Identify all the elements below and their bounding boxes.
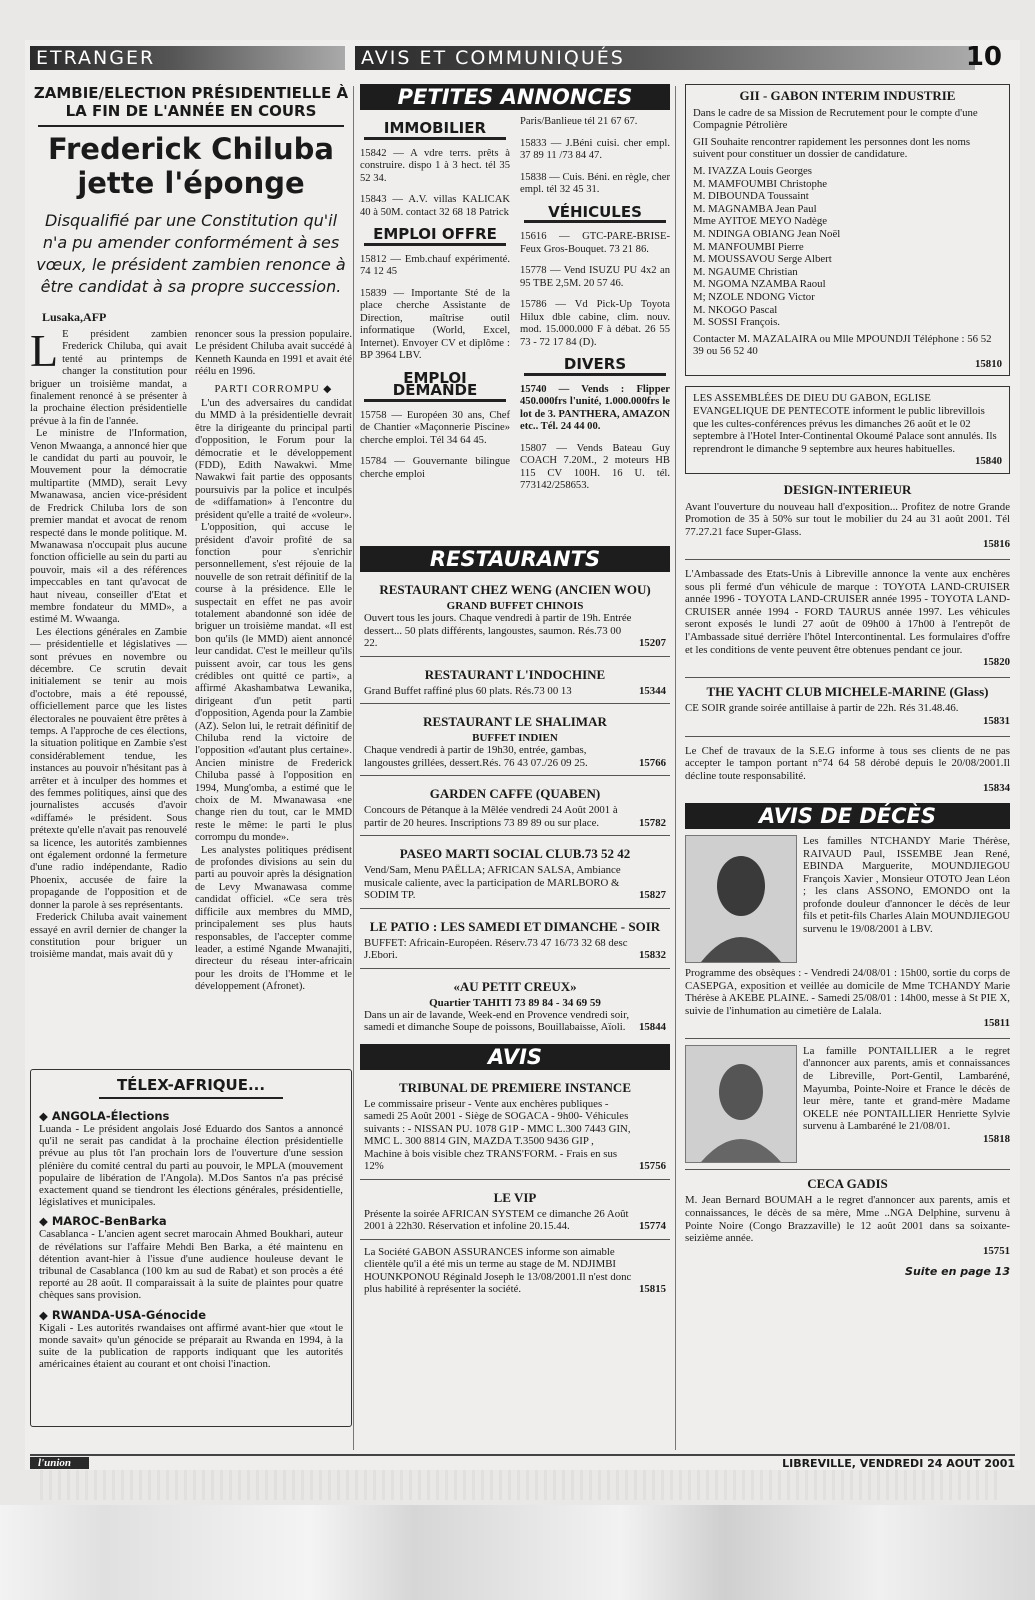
article-kicker-2: LA FIN DE L'ANNÉE EN COURS [65,102,317,120]
classified-ad: 15778 — Vend ISUZU PU 4x2 an 95 TBE 2,5M. 20 57 46. [520,265,670,289]
gii-contact: Contacter M. MAZALAIRA ou Mlle MPOUNDJI Téléphone : 56 52 39 ou 56 52 40 [693,332,992,358]
ad-reference: 15344 [639,684,666,697]
continued-link[interactable]: Suite en page 13 [905,1265,1010,1279]
avis-band: AVIS [360,1044,670,1070]
article-kicker: ZAMBIE/ELECTION PRÉSIDENTIELLE À [33,84,349,102]
classified-ad: 15843 — A.V. villas KALICAK 40 à 50M. contact 32 68 18 Patrick [360,194,510,218]
restaurant-body [360,612,670,650]
ad-reference: 15834 [983,782,1010,795]
ceca-title: CECA GADIS [807,1175,888,1191]
deces-notice [685,1045,1010,1163]
deces-text: Les familles NTCHANDY Marie Thérèse, RAIVAUD Paul, ISSEMBE Jean René, EBINDA Marguerite, MOUNDJIEGOU François Xavier , Monsieur OTOTO Jean Léon ; les clans ASSONO, EMONDO ont la profonde douleur d'annoncer le décès de leur fils et petit-fils Charles Alain MOUNDJIEGOU survenu le 19/08/2001 à LBV. [803,834,1010,936]
article-paragraph: Frederick Chiluba avait vainement essayé en avril dernier de changer la constitution pour briguer un troisième mandat, mais avait dû y [30,912,187,961]
ad-reference: 15751 [983,1244,1010,1257]
restaurant-text: Dans un air de lavande, Week-end en Provence vendredi soir, samedi et dimanche Soupe de poissons, Bouillabaisse, Aïoli. [364,1008,630,1033]
restaurant-subtitle: BUFFET INDIEN [472,732,558,744]
classified-ad: 15812 — Emb.chauf expérimenté. 74 12 45 [360,253,510,277]
avis-title: TRIBUNAL DE PREMIERE INSTANCE [399,1079,631,1095]
article-byline: Lusaka,AFP [42,310,107,324]
article-col-a [30,329,187,1059]
ad-reference: 15827 [639,889,666,901]
restaurant-subtitle: Quartier TAHITI 73 89 84 - 34 69 59 [429,996,601,1009]
classified-ad: 15616 — GTC-PARE-BRISE-Feux Gros-Bouquet. 73 21 86. [520,231,670,255]
divider [360,656,670,657]
divider [360,1179,670,1180]
ambassade-ad [685,568,1010,669]
list-item: M. NDINGA OBIANG Jean Noël [693,227,841,240]
restaurant-name: RESTAURANT LE SHALIMAR [423,714,607,729]
restaurant-text: Chaque vendredi à partir de 19h30, entrée, gambas, langoustes grillées, dessert.Rés. 76 43 07./26 09 25. [364,744,588,769]
portrait-photo [685,835,797,963]
portrait-photo [685,1045,797,1163]
divider [685,677,1010,678]
design-ad [685,484,1010,551]
gii-name-list [693,165,1002,329]
newspaper-page [25,40,1020,1470]
person-icon [696,1050,786,1162]
category-vehicules: VÉHICULES [524,206,666,224]
person-icon [696,842,786,962]
article-paragraph: L'un des adversaires du candidat du MMD à la présidentielle devrait être la dirigeante du principal parti d'opposition, le Forum pour la démocratie et le développement (FDD), Edith Nawakwi. Mme Nawakwi fait partie des opposants poursuivis par la police et inculpés de «diffamation» à l'encontre du président qu'elle a traité de «voleur». [195,398,352,521]
classified-ad: 15807 — Vends Bateau Guy COACH 7.20M., 2 moteurs HB 115 CV 100H. 16 U. tél. 773142/258653. [520,442,670,491]
avis-body [360,1208,670,1233]
telex-item-title: ◆ RWANDA-USA-Génocide [39,1307,207,1322]
gii-box [685,84,1010,376]
page-number: 10 [965,42,1002,72]
paper-edge [0,1505,1035,1600]
restaurants-band: RESTAURANTS [360,546,670,572]
section-header-avis: AVIS ET COMMUNIQUÉS [355,46,975,70]
yacht-text: CE SOIR grande soirée antillaise à partir de 22h. Rés 31.48.46. [685,702,959,715]
telex-afrique-box [30,1069,352,1427]
divider [360,968,670,969]
category-divers: DIVERS [524,358,666,376]
article-col-b [195,329,352,1059]
design-text: Avant l'ouverture du nouveau hall d'exposition... Profitez de notre Grande Promotion de 35 à 50% sur tout le mobilier du 24 au 31 août 2001. Tél 77.27.21 face Super-Glass. [685,500,1010,538]
dateline: LIBREVILLE, VENDREDI 24 AOUT 2001 [782,1456,1015,1470]
restaurant-name: «AU PETIT CREUX» [453,978,577,994]
ad-reference: 15810 [975,357,1002,370]
avis-text: Présente la soirée AFRICAN SYSTEM ce dimanche 26 Août 2001 à 22h30. Réservation et infoline 20.15.44. [364,1207,629,1232]
restaurant-name: GARDEN CAFFE (QUABEN) [429,786,601,801]
telex-item-body: Casablanca - L'ancien agent secret marocain Ahmed Boukhari, auteur de révélations sur l'affaire Mehdi Ben Barka, a été maintenu en détention avant-hier à l'issue d'une audience houleuse devant le tribunal de Casablanca (100 km au sud de Rabat) et son procès a été reporté au 28 août. Il comparaissait à la suite de plaintes pour quatre chèques sans provision. [39,1228,343,1302]
yacht-title: THE YACHT CLUB MICHELE-MARINE (Glass) [706,683,989,699]
ad-reference: 15207 [639,637,666,649]
divider [360,835,670,836]
drop-cap: L [30,329,59,376]
column-divider [675,86,676,1450]
article-paragraph: L'opposition, qui accuse le président d'avoir profité de sa fonction pour s'enrichir personnellement, s'est réjouie de la nouvelle de son retrait définitif de la course à la présidence. Elle le suspectait en effet ne pas avoir totalement abandonné son idée de briguer un troisième mandat. «Il est bon qu'ils (le MMD) aient annoncé leur candidat. C'est le meilleur qu'ils puissent avoir, car tous les gens crédibles ont quitté ce parti», a affirmé Akashambatwa Lewanika, dirigeant d'un petit parti d'opposition, Agenda pour la Zambie (AZ). Selon lui, le retrait définitif de Chiluba rend la victoire de l'opposition «d'autant plus certaine». Ancien ministre de Frederick Chiluba passé à l'opposition en 1994, Mung'omba, a estimé que le choix de M. Mwanawasa «ne change rien du tout, car le MMD reste le même: le parti le plus corrompu du monde». [195,522,352,844]
eglise-text: LES ASSEMBLÉES DE DIEU DU GABON, EGLISE EVANGELIQUE DE PENTECOTE informent le public librevillois que les cultes-conférences prévus les dimanches 26 août et le 02 septembre à l'Hotel Inter-Continental Okoumé Palace sont annulés. Ils reprendront le dimanche 9 septembre aux heures habituelles. [693,392,997,455]
pa-col-a [360,116,510,546]
list-item: Mme AYITOE MEYO Nadège [693,215,828,228]
category-emploi-demande: EMPLOI DEMANDE [364,372,506,402]
gii-intro: Dans le cadre de sa Mission de Recrutement pour le compte d'une Compagnie Pétrolière [693,106,978,132]
classified-ad: Paris/Banlieue tél 21 67 67. [520,116,638,127]
classified-ad: 15786 — Vd Pick-Up Toyota Hilux dble cabine, clim. nouv. mod. 15.000.000 F à débat. 26 55 73 - 72 17 84 (D). [520,299,670,348]
seg-text: Le Chef de travaux de la S.E.G informe à tous ses clients de ne pas accepter le tampon portant n°74 64 58 dérobé depuis le 20/08/2001.Il décline toute responsabilité. [685,744,1010,782]
ad-reference: 15820 [983,656,1010,669]
divider [360,908,670,909]
petites-annonces [360,116,670,546]
ad-reference: 15782 [639,816,666,829]
avis-title: LE VIP [493,1189,537,1205]
article-paragraph: Les analystes politiques prédisent de profondes divisions au sein du parti au pouvoir après la désignation de Levy Mwanawasa comme candidat officiel. «Ce sera très difficile aux membres du MMD, principalement ses plus hauts responsables, de l'accepter comme leader, a estimé Ngande Mwanajiti, directeur du réseau inter-africain pour les droits de l'Homme et le développement (Afronet). [195,844,352,993]
ad-reference: 15816 [983,538,1010,551]
list-item: M. IVAZZA Louis Georges [693,164,812,177]
list-item: M; NZOLE NDONG Victor [693,290,815,303]
telex-item-body: Kigali - Les autorités rwandaises ont affirmé avant-hier que «tout le monde savait» qu'un génocide se préparait au Rwanda en 1994, à la suite de la publication de rapports indiquant que les autorités américaines étaient au courant et ont choisi l'inaction. [39,1321,343,1371]
ad-reference: 15774 [639,1220,666,1232]
telex-item-title: ◆ MAROC-BenBarka [39,1214,167,1229]
restaurant-body [360,864,670,902]
classifieds-column [360,84,670,1454]
list-item: M. MANFOUMBI Pierre [693,240,804,253]
petites-annonces-band: PETITES ANNONCES [360,84,670,110]
article-deck: Disqualifié par une Constitution qu'il n'a pu amender conformément à ses vœux, le président zambien renonce à être candidat à sa propre succession. [36,211,346,296]
ambassade-text: L'Ambassade des Etats-Unis à Libreville annonce la vente aux enchères sous pli fermé d'un véhicule de marque : TOYOTA LAND-CRUISER année 1996 - TOYOTA LAND-CRUISER année 1995 - TOYOTA LAND-CRUISER année 1994 - FORD TAURUS année 1997. Les véhicules seront exposés le lundi 27 août de 09h00 à 17h00 à l'entrepôt de l'Ambassade situé derrière l'hôtel Intercontinental. Les formulaires d'offre et les conditions de vente peuvent être obtenues pendant ce jour. [685,568,1010,656]
eglise-box [685,386,1010,474]
ad-reference: 15811 [983,1017,1010,1030]
telex-title: TÉLEX-AFRIQUE... [99,1076,283,1099]
ceca-text: M. Jean Bernard BOUMAH a le regret d'annoncer aux parents, amis et connaissances, le décès de sa mère, Mme ..NGA Delphine, survenu à Pointe Noire (Congo Brazzaville) le 12 août 2001 dans sa soixante-seizième année. [685,1194,1010,1245]
restaurant-body [360,937,670,962]
divider [360,1239,670,1240]
article-column [30,84,352,1454]
category-emploi-offre: EMPLOI OFFRE [364,228,506,246]
ad-reference: 15815 [639,1283,666,1295]
ad-reference: 15832 [639,949,666,961]
restaurant-body [360,744,670,769]
classified-ad: 15784 — Gouvernante bilingue cherche emploi [360,456,510,480]
classified-ad: 15838 — Cuis. Béni. en règle, cher empl. tél 32 45 31. [520,171,670,195]
list-item: M. DIBOUNDA Toussaint [693,190,809,203]
page-footer [30,1454,1015,1470]
design-title: DESIGN-INTERIEUR [783,482,912,498]
gii-title: GII - GABON INTERIM INDUSTRIE [739,88,956,103]
list-item: M. NKOGO Pascal [693,303,778,316]
article-headline: Frederick Chiluba jette l'éponge [48,132,334,200]
restaurant-name: PASEO MARTI SOCIAL CLUB.73 52 42 [399,846,631,861]
telex-item-title: ◆ ANGOLA-Élections [39,1109,170,1123]
category-immobilier: IMMOBILIER [364,122,506,140]
ad-reference: 15818 [983,1133,1010,1146]
avis-body [360,1246,670,1296]
avis-body [360,1098,670,1173]
list-item: M. NGAUME Christian [693,265,798,278]
classified-ad: 15842 — A vdre terrs. prêts à construire. dispo 1 à 3 hect. tél 35 52 34. [360,147,510,184]
print-bleed [40,1470,1000,1500]
telex-item-body: Luanda - Le président angolais José Eduardo dos Santos a annoncé qu'il ne serait pas candidat à la prochaine élection présidentielle prévue au plus tôt l'an prochain lors de l'ouverture d'une session plénière du comité central du parti au pouvoir, le MPLA (mouvement populaire de libération de l'Angola). M.Dos Santos n'a pas précisé exactement quand se tiendront les élections générales, présidentielle, législatives et municipales. [39,1123,343,1209]
ad-reference: 15766 [639,756,666,769]
ceca-ad [685,1175,1010,1258]
restaurant-text: Concours de Pétanque à la Mêlée vendredi 24 Août 2001 à partir de 20 heures. Inscriptions 73 89 89 ou sur place. [364,804,618,829]
ad-reference: 15831 [983,714,1010,727]
restaurant-text: Ouvert tous les jours. Chaque vendredi à partir de 19h. Entrée dessert... 50 plats différents, langoustes, saumon. Rés.73 00 22. [364,612,632,649]
restaurant-subtitle: GRAND BUFFET CHINOIS [446,600,584,612]
classified-ad: 15740 — Vends : Flipper 450.000frs l'unité, 1.000.000frs le lot de 3. PANTHERA, AMAZON etc.. Tél. 24 44 00. [520,383,670,432]
deces-text: La famille PONTAILLIER a le regret d'annoncer aux parents, amis et connaissances de Libreville, Port-Gentil, Lambaréné, Mayumba, Pointe-Noire et France le décès de leur mère, tante et grand-mère Madame OKELE née PONTAILLIER Henriette Sylvie survenu à Lambaréné le 21/08/01. [803,1044,1010,1133]
divider [685,736,1010,737]
restaurant-list [360,582,670,1034]
classified-ad: 15758 — Européen 30 ans, Chef de Chantier «Maçonnerie Piscine» cherche emploi. Tél 34 64 45. [360,409,510,446]
divider [360,775,670,776]
pa-col-b [520,116,670,546]
section-header-etranger: ETRANGER [30,46,345,70]
divider [38,125,344,127]
notices-column [685,84,1010,1454]
newspaper-logo: l'union [30,1457,89,1469]
restaurant-body [360,685,670,698]
list-item: M. MAMFOUMBI Christophe [693,177,828,190]
avis-text: Le commissaire priseur - Vente aux enchères publiques - samedi 25 Août 2001 - Siège de SOGACA - 9h00- Véhicules suivants : - NISSAN PU. 1078 G1P - MMC L.300 7443 GIN, MMC L. 300 8814 GIN, MAZDA T.3500 9436 GIP , Machine à bois visible chez TRANS'FORM. - Frais en sus 12% [364,1097,631,1172]
ad-reference: 15756 [639,1160,666,1172]
article-paragraph: renoncer sous la pression populaire. Le président Chiluba avait succédé à Kenneth Kaunda en 1991 et avait été réélu en 1996. [195,329,352,378]
article-body [30,329,352,1059]
yacht-ad [685,683,1010,728]
column-divider [353,86,354,1450]
avis-text: La Société GABON ASSURANCES informe son aimable clientèle qu'il a été mis un terme au stage de M. NDJIMBI HOUNKPONOU Réginald Joseph le 13/08/2001.Il n'est donc plus habilité à représenter la société. [364,1245,632,1295]
restaurant-text: Vend/Sam, Menu PAËLLA; AFRICAN SALSA, Ambiance musicale caliente, avec la participation de MARLBORO & SODIM TP. [364,864,621,901]
restaurant-body [360,804,670,829]
divider [685,1038,1010,1039]
deces-programme [685,967,1010,1030]
classified-ad: 15839 — Importante Sté de la place cherche Assistante de Direction, maîtrise outil informatique (World, Excel, Internet). Envoyer CV et diplôme : BP 3964 LBV. [360,287,510,361]
deces-notice [685,835,1010,963]
avis-deces-band: AVIS DE DÉCÈS [685,803,1010,829]
restaurant-body [360,1009,670,1034]
deces-2 [803,1045,1010,1163]
ad-reference: 15844 [639,1021,666,1033]
ad-reference: 15840 [975,455,1002,468]
restaurant-name: RESTAURANT L'INDOCHINE [424,666,606,682]
divider [685,1169,1010,1170]
restaurant-name: RESTAURANT CHEZ WENG (ANCIEN WOU) [379,582,651,597]
list-item: M. NGOMA NZAMBA Raoul [693,278,826,291]
article-paragraph: E président zambien Frederick Chiluba, qui avait tenté au printemps de changer la constitution pour briguer un troisième mandat, a finalement renoncé à se présenter à la prochaine élection présidentielle prévue à la fin de l'année. [30,329,187,427]
seg-ad [685,745,1010,795]
article-paragraph: Les élections générales en Zambie — présidentielle et législatives — sont prévues en novembre ou décembre. Ce scrutin devait initialement se tenir au mois d'octobre, mais a été repoussé, officiellement parce que les listes électorales ne pouvaient être prêtes à temps. A l'approche de ces élections, la situation politique en Zambie s'est considérablement tendue, les instances au pouvoir n'hésitant pas à arrêter et à inculper des hommes et des femmes politiques, ainsi que des journalistes accusés d'avoir «diffamé» le président. Sous prétexte qu'elle n'avait pas renouvelé sa licence, les autorités zambiennes ont également ordonné la fermeture d'une radio indépendante, Radio Phoenix, accusée de faire la propagande de l'opposition et de donner la parole à ses représentants. [30,626,187,911]
deces-programme-text: Programme des obsèques : - Vendredi 24/08/01 : 15h00, sortie du corps de CASEPGA, exposition et veillée au domicile de Mme TCHANDY Marie Thérèse à AKEBE PLAINE. - Samedi 25/08/01 : 14h00, messe à St PIE X, suivie de l'inhumation au cimetière de Lalala. [685,966,1010,1017]
article-paragraph: Le ministre de l'Information, Venon Mwaanga, a annoncé hier que le candidat du parti au pouvoir, le Mouvement pour la démocratie multipartite (MMD), serait Levy Mwanawasa, ancien vice-président de Fredrick Chiluba lors de son premier mandat et avocat de renom respecté dans le monde politique. M. Mwanawasa n'occupait plus aucune fonction officielle au sein du parti au pouvoir, mais «il a des références impeccables en tant qu'avocat de haut niveau, conseiller d'Etat et membre fondateur du MMD», a estimé M. Wwaanga. [30,428,187,626]
divider [360,703,670,704]
divider [685,559,1010,560]
gii-intro-2: GII Souhaite rencontrer rapidement les personnes dont les noms suivent pour constituer un dossier de candidature. [693,135,971,161]
classified-ad: 15833 — J.Béni cuisi. cher empl. 37 89 11 /73 84 47. [520,137,670,161]
article-intertitle: PARTI CORROMPU ◆ [214,383,333,395]
restaurant-name: LE PATIO : LES SAMEDI ET DIMANCHE - SOIR [369,918,661,934]
list-item: M. MAGNAMBA Jean Paul [693,202,817,215]
restaurant-text: Grand Buffet raffiné plus 60 plats. Rés.73 00 13 [364,684,572,697]
list-item: M. MOUSSAVOU Serge Albert [693,253,832,266]
avis-list [360,1080,670,1296]
list-item: M. SOSSI François. [693,316,780,329]
restaurant-text: BUFFET: Africain-Européen. Réserv.73 47 16/73 32 68 desc J.Ebori. [364,936,628,961]
